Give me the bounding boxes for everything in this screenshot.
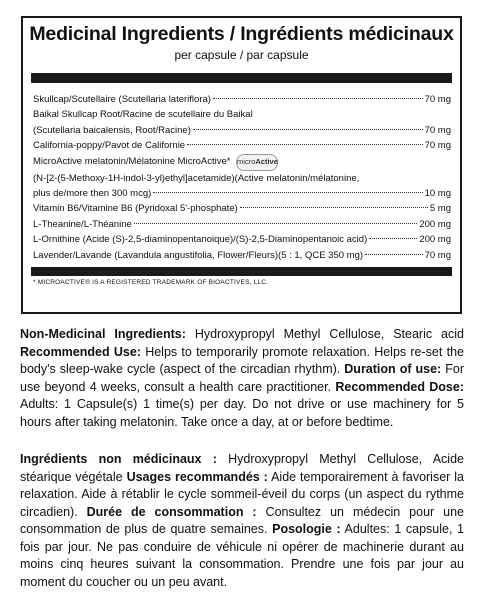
- posologie-label: Posologie :: [272, 522, 341, 536]
- dot-leader: [134, 223, 418, 224]
- ingredient-amount: 70 mg: [424, 94, 451, 105]
- ingredient-row-b6: [33, 201, 451, 216]
- dot-leader: [187, 144, 423, 145]
- dot-leader: [153, 192, 422, 193]
- ingredient-line-melatonin-2: (N-[2-(5-Methoxy-1H-indol-3-yl)ethyl]acetamide)(Active melatonin/mélatonine,: [33, 172, 360, 184]
- ingredient-row-baikal: [33, 123, 451, 138]
- non-medicinaux-label: Ingrédients non médicinaux :: [20, 452, 217, 466]
- usages-label: Usages recommandés :: [126, 469, 268, 484]
- duree-label: Durée de consommation :: [86, 504, 257, 519]
- ingredient-name: California-poppy/Pavot de Californie: [33, 140, 186, 152]
- french-label-text: [20, 451, 464, 591]
- dot-leader: [213, 98, 423, 99]
- ingredient-name: Vitamin B6/Vitamine B6 (Pyridoxal 5'-phosphate): [33, 203, 238, 215]
- ingredient-amount: 70 mg: [424, 249, 451, 261]
- non-medicinal-label: Non-Medicinal Ingredients:: [20, 327, 186, 341]
- ingredient-name: Skullcap/Scutellaire (Scutellaria lateriflora): [33, 94, 211, 105]
- recommended-dose-label: Recommended Dose:: [335, 379, 465, 394]
- ingredient-name: (Scutellaria baicalensis, Root/Racine): [33, 124, 191, 136]
- ingredient-amount: 200 mg: [419, 218, 451, 230]
- ingredient-row-theanine: [33, 217, 451, 232]
- ingredient-amount: 10 mg: [424, 188, 451, 200]
- dot-leader: [193, 129, 423, 130]
- dot-leader: [365, 254, 423, 255]
- ingredient-name: Lavender/Lavande (Lavandula angustifolia, Flower/Fleurs)(5 : 1, QCE 350 mg): [33, 249, 364, 261]
- ingredient-row-lavender: [33, 248, 451, 263]
- panel-title: Medicinal Ingredients / Ingrédients médicinaux: [29, 23, 454, 45]
- ingredient-line-melatonin: [33, 154, 451, 171]
- ingredient-row-poppy: [33, 138, 451, 153]
- ingredient-amount: 5 mg: [429, 203, 451, 215]
- english-label-text: [20, 326, 464, 431]
- ingredient-name: plus de/more then 300 mcg): [33, 188, 152, 200]
- divider-bar-bottom: [31, 267, 452, 276]
- dot-leader: [369, 238, 417, 239]
- non-medicinaux-text: Hydroxypropyl Methyl Cellulose, Acide stéarique végétale: [20, 452, 464, 484]
- divider-bar-top: [31, 73, 452, 83]
- ingredient-row-melatonin: [33, 186, 451, 201]
- non-medicinal-text: Hydroxypropyl Methyl Cellulose, Stearic acid: [185, 327, 464, 341]
- recommended-dose-text: Adults: 1 Capsule(s) 1 time(s) per day. Do not drive or use machinery for 5 hours after taking melatonin. Take once a day, at or before bedtime.: [20, 397, 464, 429]
- ingredient-row-ornithine: [33, 232, 451, 247]
- ingredient-amount: 70 mg: [424, 140, 451, 152]
- ingredient-amount: 200 mg: [419, 234, 451, 246]
- ingredient-amount: 70 mg: [424, 124, 451, 136]
- duration-label: Duration of use:: [344, 362, 442, 376]
- trademark-note: * MICROACTIVE® IS A REGISTERED TRADEMARK OF BIOACTIVES, LLC.: [33, 279, 269, 287]
- dot-leader: [240, 207, 428, 208]
- ingredient-name: L-Ornithine (Acide (S)-2,5-diaminopentanoique)/(S)-2,5-Diaminopentanoic acid): [33, 234, 368, 246]
- english-paragraph: [20, 326, 464, 431]
- ingredient-name: L-Theanine/L-Théanine: [33, 218, 132, 230]
- recommended-use-text: Helps to temporarily promote relaxation. Helps re-set the body's sleep-wake cycle (aspect of the circadian rhythm).: [20, 344, 464, 376]
- ingredient-line-baikal: Baikal Skullcap Root/Racine de scutellaire du Baikal: [33, 109, 253, 121]
- french-paragraph: [20, 451, 464, 591]
- panel-subtitle: per capsule / par capsule: [174, 48, 309, 62]
- medicinal-ingredients-panel: [21, 16, 462, 314]
- ingredient-name: MicroActive melatonin/Mélatonine MicroActive*: [33, 156, 231, 168]
- microactive-logo-icon: micro Active: [236, 154, 278, 171]
- posologie-text: Adultes: 1 capsule, 1 fois par jour. Ne pas conduire de véhicule ni opérer de machinerie durant au moins cinq heures suivant la consommation. Prendre une fois par jour au moment du coucher ou un peu avant.: [20, 522, 464, 589]
- recommended-use-label: Recommended Use:: [20, 344, 141, 359]
- duree-text: Consultez un médecin pour une consommation de plus de quatre semaines.: [20, 504, 464, 536]
- duration-text: For use beyond 4 weeks, consult a health care practitioner.: [20, 362, 464, 394]
- usages-text: Aide temporairement à favoriser la relaxation. Aide à rétablir le cycle sommeil-éveil du corps (un aspect du rythme circadien).: [20, 469, 464, 519]
- ingredient-row-skullcap: [33, 92, 451, 107]
- ingredient-list: [33, 92, 451, 263]
